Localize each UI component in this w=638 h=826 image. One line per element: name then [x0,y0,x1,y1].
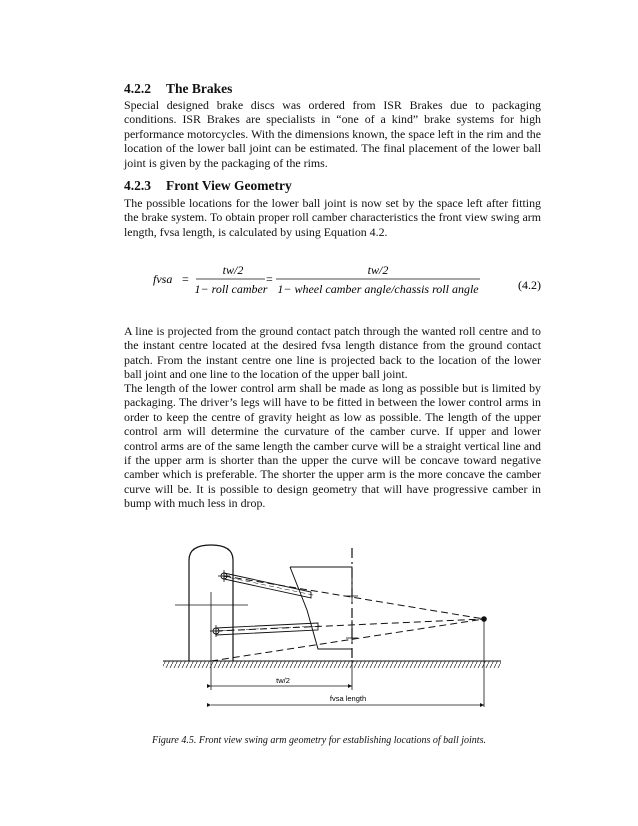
equation-denominator-2: 1− wheel camber angle/chassis roll angle [277,282,479,296]
lower-control-arm [216,623,318,635]
chassis-side [290,567,352,655]
tw-dimension-label: tw/2 [276,676,290,685]
contact-patch-line [211,619,484,661]
section-number: 4.2.3 [124,178,151,193]
equation-numerator-1: tw/2 [222,263,244,277]
upper-control-arm [224,573,311,598]
paragraph-instant-centre: A line is projected from the ground contact patch through the wanted roll centre and to the instant centre located at the desired fvsa length distance from the ground contact patch. From the instant centre one line is projected back to the location of the lower ball joint and one line to the location of the upper ball joint. [124,324,541,382]
equation-denominator-1: 1− roll camber [194,282,268,296]
equation-numerator-2: tw/2 [367,263,389,277]
equation-lhs: fvsa [153,272,173,286]
equation-equals-1: = [182,272,189,286]
section-title: Front View Geometry [166,178,292,193]
ground-hatch [163,661,501,668]
fvsa-dimension-label: fvsa length [329,694,367,703]
section-number: 4.2.2 [124,81,151,96]
paragraph-control-arm: The length of the lower control arm shall be made as long as possible but is limited by packaging. The driver’s legs will have to be fitted in between the lower control arms in order to keep the centre of gravity height as low as possible. The length of the upper control arm will determine the curvature of the camber curve. If upper and lower control arms are of the same length the camber curve will be a straight vertical line and if the upper arm is shorter than the upper the curve will be concave toward negative camber which is preferable. The shorter the upper arm is the more concave the camber curve will be. It is possible to design geometry that will have progressive camber in bump with much less in drop. [124,381,541,511]
equation-equals-2: = [266,272,273,286]
paragraph-front-view-geometry: The possible locations for the lower ball joint is now set by the space left after fitting the brake system. To obtain proper roll camber characteristics the front view swing arm length, fvsa length, is calculated by using Equation 4.2. [124,196,541,239]
paragraph-brakes: Special designed brake discs was ordered from ISR Brakes due to packaging conditions. ISR Brakes are specialists in “one of a kind” brake systems for high performance motorcycles. With the dimensions known, the space left in the rim and the location of the lower ball joint can be estimated. The final placement of the lower ball joint is given by the packaging of the rims. [124,98,541,170]
figure-caption: Figure 4.5. Front view swing arm geometry for establishing locations of ball joints. [152,735,486,746]
upper-projection-line [224,576,484,619]
section-title: The Brakes [166,81,233,96]
equation-number: (4.2) [518,278,541,292]
upper-arm-axis [222,576,313,595]
